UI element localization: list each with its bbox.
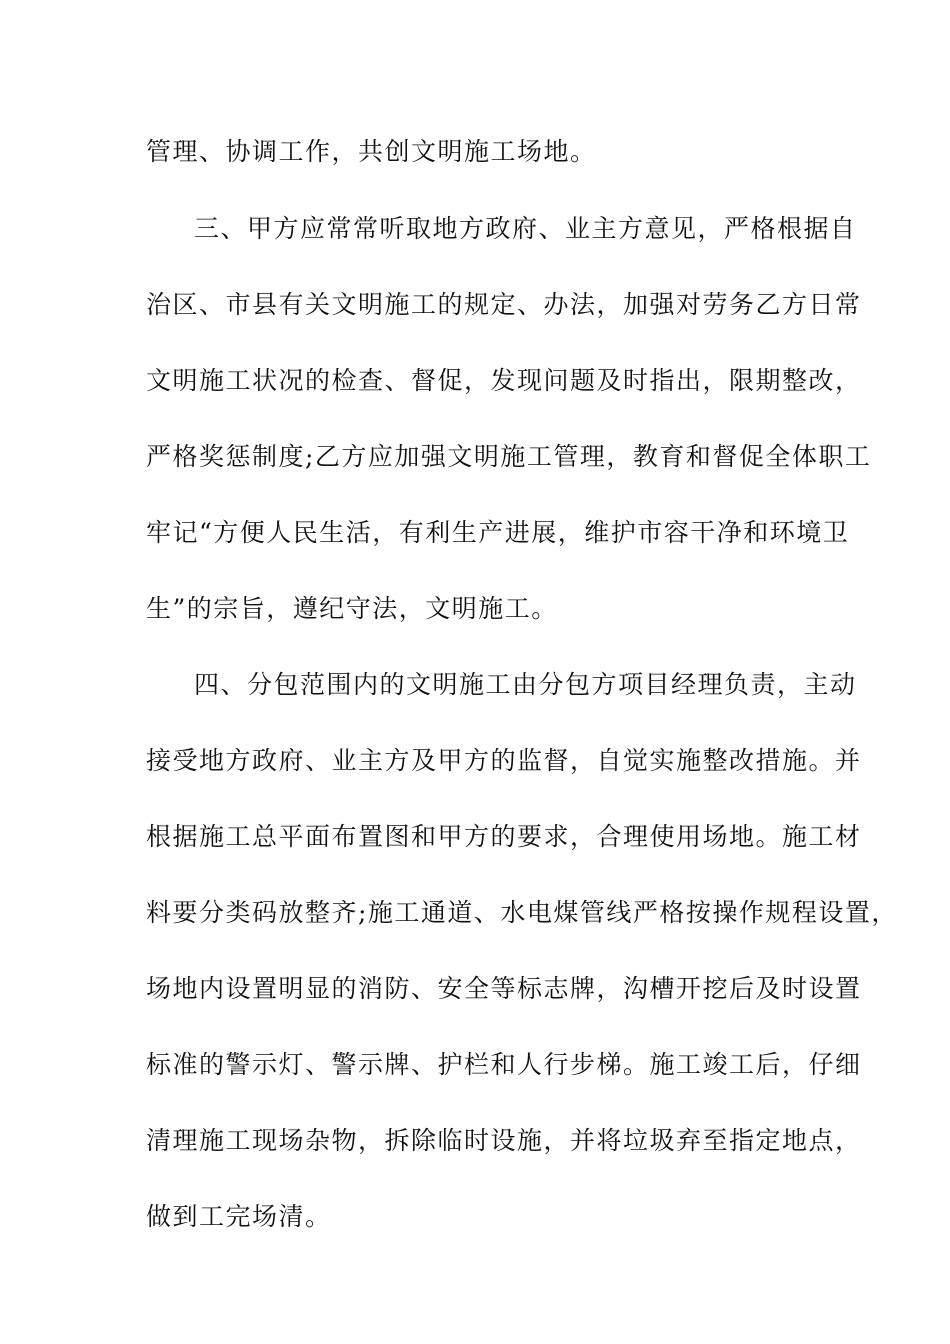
- text-line: 三、甲方应常常听取地方政府、业主方意见，严格根据自: [194, 214, 857, 243]
- text-line: 根据施工总平面布置图和甲方的要求，合理使用场地。施工材: [146, 822, 862, 851]
- text-line: 料要分类码放整齐;施工通道、水电煤管线严格按操作规程设置，: [146, 898, 898, 927]
- text-line: 生”的宗旨，遵纪守法，文明施工。: [146, 594, 558, 623]
- text-line: 做到工完场清。: [146, 1202, 332, 1231]
- text-line: 文明施工状况的检查、督促，发现问题及时指出，限期整改，: [146, 366, 862, 395]
- text-line: 牢记“方便人民生活，有利生产进展，维护市容干净和环境卫: [146, 518, 850, 547]
- text-line: 严格奖惩制度;乙方应加强文明施工管理，教育和督促全体职工: [146, 442, 872, 471]
- text-line: 接受地方政府、业主方及甲方的监督，自觉实施整改措施。并: [146, 746, 862, 775]
- text-line: 标准的警示灯、警示牌、护栏和人行步梯。施工竣工后，仔细: [146, 1050, 862, 1079]
- text-line: 管理、协调工作，共创文明施工场地。: [146, 137, 597, 166]
- text-line: 四、分包范围内的文明施工由分包方项目经理负责，主动: [194, 670, 857, 699]
- text-line: 场地内设置明显的消防、安全等标志牌，沟槽开挖后及时设置: [146, 974, 862, 1003]
- text-line: 清理施工现场杂物，拆除临时设施，并将垃圾弃至指定地点，: [146, 1126, 862, 1155]
- text-line: 治区、市县有关文明施工的规定、办法，加强对劳务乙方日常: [146, 290, 862, 319]
